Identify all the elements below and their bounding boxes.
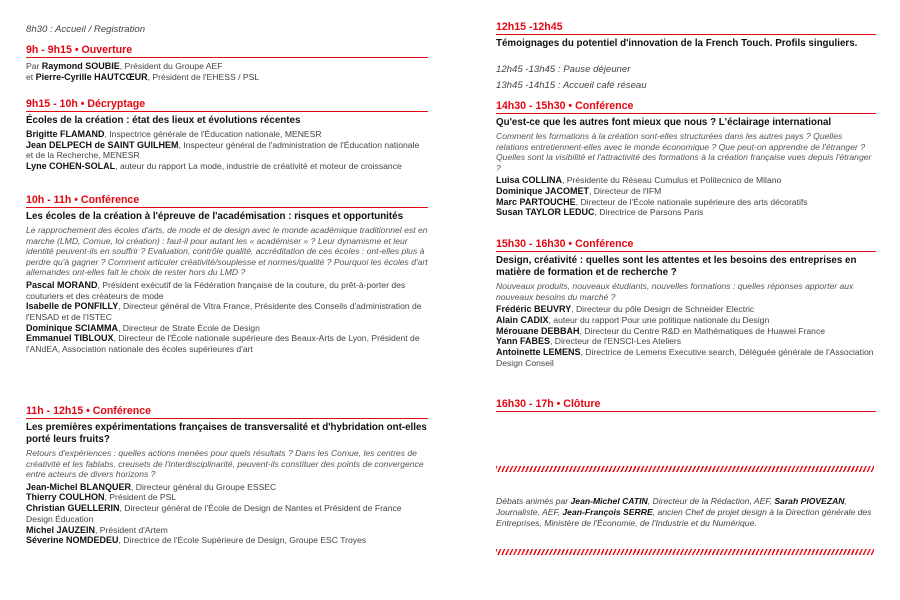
registration-line: 8h30 : Accueil / Registration <box>26 24 146 35</box>
session-description: Le rapprochement des écoles d'arts, de mode et de design avec le monde académique traditionnel est en marche (LMD, Comue, loi création) : faut-il pour autant les « académiser » ? Leur dynamisme et leur identité peuvent-ils en souffrir ? Evaluation, contrôle qualité, accréditation de ces écoles : ont-elles plus à perdre qu'à gagner ? Comment articuler créativité/souplesse et normes/qualité ? Pourquoi les écoles d'art allemandes ont-elles fait le choix de rester hors du LMD ? <box>26 225 428 278</box>
speaker: Isabelle de PONFILLY, Directeur général de Vitra France, Présidente des Conseils d'administration de l'ENSAD et de l'ISTEC <box>26 301 422 323</box>
speaker: Antoinette LEMENS, Directrice de Lemens Executive search, Déléguée générale de l'Association Design Conseil <box>496 347 874 368</box>
speaker-list <box>496 175 876 218</box>
speaker: Thierry COULHON, Président de PSL <box>26 492 177 503</box>
hatched-divider-bottom <box>496 549 874 555</box>
speaker: Mérouane DEBBAH, Directeur du Centre R&D en Mathématiques de Huawei France <box>496 325 826 336</box>
session-time: 14h30 - 15h30 • Conférence <box>496 100 876 114</box>
session-title: Qu'est-ce que les autres font mieux que nous ? L'éclairage international <box>496 117 832 128</box>
session-title: Témoignages du potentiel d'innovation de la French Touch. Profils singuliers. <box>496 38 858 49</box>
speaker: Michel JAUZEIN, Président d'Artem <box>26 524 168 535</box>
session-time: 16h30 - 17h • Clôture <box>496 398 876 412</box>
speaker: Luisa COLLINA, Présidente du Réseau Cumulus et Politecnico de Milano <box>496 175 782 186</box>
speaker-list <box>26 61 428 82</box>
session-cloture <box>496 398 876 415</box>
moderators-note: Débats animés par Jean-Michel CATIN, Directeur de la Rédaction, AEF, Sarah PIOVEZAN, Journaliste, AEF, Jean-François SERRE, ancien Chef de projet design à la Direction générale des Entreprises, Ministère de l'Économie, de l'Industrie et du Numérique. <box>496 496 872 528</box>
speaker: Emmanuel TIBLOUX, Directeur de l'École nationale supérieure des Beaux-Arts de Lyon, Président de l'ANdEA, Association nationale des écoles supérieures d'art <box>26 333 420 355</box>
speaker: Par Raymond SOUBIE, Président du Groupe AEF <box>26 61 223 71</box>
pause-dejeuner: 12h45 -13h45 : Pause déjeuner <box>496 64 631 75</box>
speaker-list <box>26 129 428 172</box>
speaker: Frédéric BEUVRY, Directeur du pôle Design de Schneider Electric <box>496 304 755 315</box>
speaker: Marc PARTOUCHE, Directeur de l'École nationale supérieure des arts décoratifs <box>496 196 808 207</box>
session-title: Les premières expérimentations françaises de transversalité et d'hybridation ont-elles porté leurs fruits? <box>26 422 427 445</box>
speaker: Brigitte FLAMAND, Inspectrice générale de l'Éducation nationale, MENESR <box>26 129 322 139</box>
speaker: Christian GUELLERIN, Directeur général de l'École de Design de Nantes et Président de France Design Éducation <box>26 503 402 524</box>
session-time: 9h15 - 10h • Décryptage <box>26 98 428 112</box>
speaker-list <box>26 482 428 546</box>
session-title: Design, créativité : quelles sont les attentes et les besoins des entreprises en matière de formation et de recherche ? <box>496 255 857 278</box>
speaker: Jean DELPECH de SAINT GUILHEM, Inspecteur général de l'administration de l'Éducation nationale et de la Recherche, MENESR <box>26 139 420 161</box>
speaker: Alain CADIX, auteur du rapport Pour une politique nationale du Design <box>496 314 770 325</box>
speaker: Lyne COHEN-SOLAL, auteur du rapport La mode, industrie de créativité et moteur de croissance <box>26 161 402 172</box>
session-time: 12h15 -12h45 <box>496 21 876 35</box>
session-conference-experimentations <box>26 405 428 546</box>
session-decryptage <box>26 98 428 172</box>
speaker: Yann FABES, Directeur de l'ENSCI-Les Ateliers <box>496 336 682 347</box>
hatched-divider-top <box>496 466 874 472</box>
speaker: Dominique JACOMET, Directeur de l'IFM <box>496 186 662 197</box>
session-time: 11h - 12h15 • Conférence <box>26 405 428 419</box>
session-entreprises <box>496 238 876 368</box>
session-time: 10h - 11h • Conférence <box>26 194 428 208</box>
session-french-touch <box>496 21 876 50</box>
speaker: Susan TAYLOR LEDUC, Directrice de Parsons Paris <box>496 207 704 218</box>
session-time: 9h - 9h15 • Ouverture <box>26 44 428 58</box>
speaker-list <box>496 304 876 368</box>
speaker: Dominique SCIAMMA, Directeur de Strate École de Design <box>26 322 260 333</box>
speaker: et Pierre-Cyrille HAUTCŒUR, Président de l'EHESS / PSL <box>26 71 260 82</box>
session-title: Les écoles de la création à l'épreuve de l'académisation : risques et opportunités <box>26 211 404 222</box>
session-time: 15h30 - 16h30 • Conférence <box>496 238 876 252</box>
session-description: Retours d'expériences : quelles actions menées pour quels résultats ? Dans les Comue, les centres de créativité et les fablabs, creusets de l'interdisciplinarité, peuvent-ils constituer des points de convergence entre acteurs de divers horizons ? <box>26 448 424 480</box>
speaker: Séverine NOMDEDEU, Directrice de l'École Supérieure de Design, Groupe ESC Troyes <box>26 535 367 546</box>
speaker: Pascal MORAND, Président exécutif de la Fédération française de la couture, du prêt-à-porter des couturiers et des créateurs de mode <box>26 279 406 301</box>
session-description: Nouveaux produits, nouveaux étudiants, nouvelles formations : quelles réponses apporter aux nouveaux besoins du marché ? <box>496 281 854 302</box>
session-international <box>496 100 876 218</box>
session-ouverture <box>26 44 428 82</box>
session-title: Écoles de la création : état des lieux et évolutions récentes <box>26 115 301 126</box>
session-conference-academisation <box>26 194 428 355</box>
speaker-list <box>26 280 428 355</box>
session-description: Comment les formations à la création sont-elles structurées dans les autres pays ? Quelles relations entretiennent-elles avec le monde économique ? Que peut-on apprendre de l'étranger ? Quelles sont la visibilité et l'attractivité des formations à la création française vues depuis l'étranger ? <box>496 131 872 173</box>
speaker: Jean-Michel BLANQUER, Directeur général du Groupe ESSEC <box>26 481 277 492</box>
accueil-cafe: 13h45 -14h15 : Accueil café réseau <box>496 80 647 91</box>
